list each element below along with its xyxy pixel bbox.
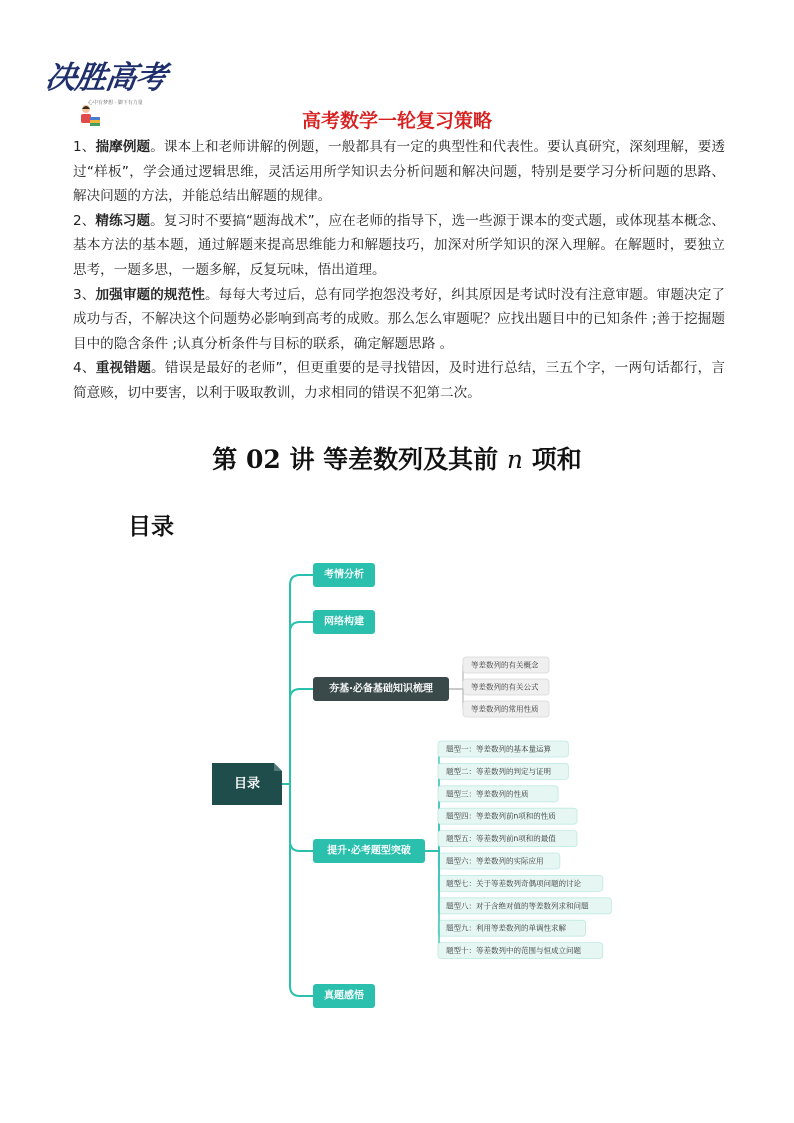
mindmap-leaf-label: 题型七：关于等差数列奇偶项问题的讨论 [446, 878, 581, 888]
mindmap-leaf-connector [425, 851, 439, 951]
mindmap-leaf-connector [425, 749, 439, 851]
tip-3-heading: 加强审题的规范性 [95, 286, 205, 303]
mindmap-leaf-label: 题型一：等差数列的基本量运算 [446, 744, 551, 754]
logo-subtitle: 心中有梦想 · 脚下有力量 [88, 100, 143, 106]
mindmap-leaf-connector [425, 851, 439, 883]
mindmap-branch-label-3: 夯基·必备基础知识梳理 [329, 683, 433, 695]
mindmap-connector-2 [290, 622, 313, 784]
tip-1-heading: 揣摩例题 [95, 139, 151, 155]
mindmap-leaf-connector [425, 851, 439, 861]
lecture-title: 第 02 讲 等差数列及其前 n 项和 [212, 445, 582, 474]
tip-1-body: 。课本上和老师讲解的例题，一般都具有一定的典型性和代表性。要认真研究，深刻理解，要透过“样板”，学会通过逻辑思维，灵活运用所学知识去分析问题和解决问题，特别是要学习分析问题的思路、解决问题的方法，并能总结出解题的规律。 [73, 139, 726, 205]
page-title: 高考数学一轮复习策略 [301, 110, 492, 132]
tip-4: 4、重视错题。错误是最好的老师”，但更重要的是寻找错因，及时进行总结，三五个字，一两句话都行，言简意赅，切中要害，以利于吸取教训，力求相同的错误不犯第二次。 [73, 360, 725, 401]
mindmap-root-label: 目录 [233, 776, 261, 792]
mindmap-branch-label-5: 真题感悟 [324, 990, 364, 1002]
mindmap-root-fold [274, 763, 282, 771]
mindmap-branch-label-2: 网络构建 [324, 616, 364, 628]
mindmap-leaf-connector [425, 794, 439, 851]
mindmap-leaf-label: 等差数列的有关概念 [471, 660, 539, 670]
mindmap-leaf-connector [425, 816, 439, 851]
mindmap-leaf-label: 题型十：等差数列中的范围与恒成立问题 [446, 946, 581, 956]
toc-heading: 目录 [128, 514, 174, 540]
tip-3-body: 。每每大考过后，总有同学抱怨没考好，纠其原因是考试时没有注意审题。审题决定了成功与否，不解决这个问题势必影响到高考的成败。那么怎么审题呢？应找出题目中的已知条件 ;善于挖掘题目中的隐含条件 ;认真分析条件与目标的联系，确定解题思路 。 [73, 286, 726, 352]
tip-3: 3、加强审题的规范性。每每大考过后，总有同学抱怨没考好，纠其原因是考试时没有注意审题。审题决定了成功与否，不解决这个问题势必影响到高考的成败。那么怎么审题呢？应找出题目中的已知条件 ;善于挖掘题目中的隐含条件 ;认真分析条件与目标的联系，确定解题思路 。 [73, 286, 726, 352]
mindmap-leaf-connector [425, 771, 439, 851]
mindmap-connector-3 [290, 689, 313, 784]
logo-text: 决胜高考 [42, 60, 169, 96]
lecture-variable: n [506, 445, 523, 474]
mindmap-leaf-connector [449, 665, 463, 689]
mindmap-leaf-connector [449, 689, 463, 709]
mindmap-leaf-label: 等差数列的有关公式 [471, 682, 539, 692]
tip-4-body: 。错误是最好的老师”，但更重要的是寻找错因，及时进行总结，三五个字，一两句话都行，言简意赅，切中要害，以利于吸取教训，力求相同的错误不犯第二次。 [73, 360, 725, 401]
mindmap-leaf-connector [425, 851, 439, 928]
mindmap-connector-5 [290, 784, 313, 996]
tip-2-heading: 精练习题 [95, 212, 151, 229]
mindmap-branch-label-4: 提升·必考题型突破 [327, 845, 411, 857]
mindmap-leaf-label: 等差数列的常用性质 [471, 704, 539, 714]
mindmap-leaf-connector [425, 839, 439, 851]
mindmap-branch-label-1: 考情分析 [324, 569, 364, 581]
tip-2-body: 。复习时不要搞“题海战术”，应在老师的指导下，选一些源于课本的变式题，或体现基本概念、基本方法的基本题，通过解题来提高思维能力和解题技巧，加深对所学知识的深入理解。在解题时，要独立思考，一题多思，一题多解，反复玩味，悟出道理。 [73, 212, 725, 278]
mindmap-connector-1 [290, 575, 313, 784]
tip-2: 2、精练习题。复习时不要搞“题海战术”，应在老师的指导下，选一些源于课本的变式题，或体现基本概念、基本方法的基本题，通过解题来提高思维能力和解题技巧，加深对所学知识的深入理解。在解题时，要独立思考，一题多思，一题多解，反复玩味，悟出道理。 [73, 212, 725, 278]
mindmap-leaf-label: 题型四：等差数列前n项和的性质 [446, 811, 556, 821]
mindmap-leaf-label: 题型九：利用等差数列的单调性求解 [446, 923, 566, 933]
tip-4-heading: 重视错题 [95, 360, 152, 377]
mindmap-leaf-label: 题型六：等差数列的实际应用 [446, 856, 544, 866]
tip-1: 1、揣摩例题。课本上和老师讲解的例题，一般都具有一定的典型性和代表性。要认真研究，深刻理解，要透过“样板”，学会通过逻辑思维，灵活运用所学知识去分析问题和解决问题，特别是要学习分析问题的思路、解决问题的方法，并能总结出解题的规律。 [73, 139, 726, 205]
mindmap-leaf-label: 题型二：等差数列的判定与证明 [446, 766, 551, 776]
mindmap-leaf-label: 题型八：对于含绝对值的等差数列求和问题 [446, 901, 589, 911]
mindmap-connector-4 [290, 784, 313, 851]
mindmap-leaf-label: 题型五：等差数列前n项和的最值 [446, 834, 556, 844]
mindmap-leaf-label: 题型三：等差数列的性质 [446, 789, 529, 799]
mindmap-leaf-connector [425, 851, 439, 906]
